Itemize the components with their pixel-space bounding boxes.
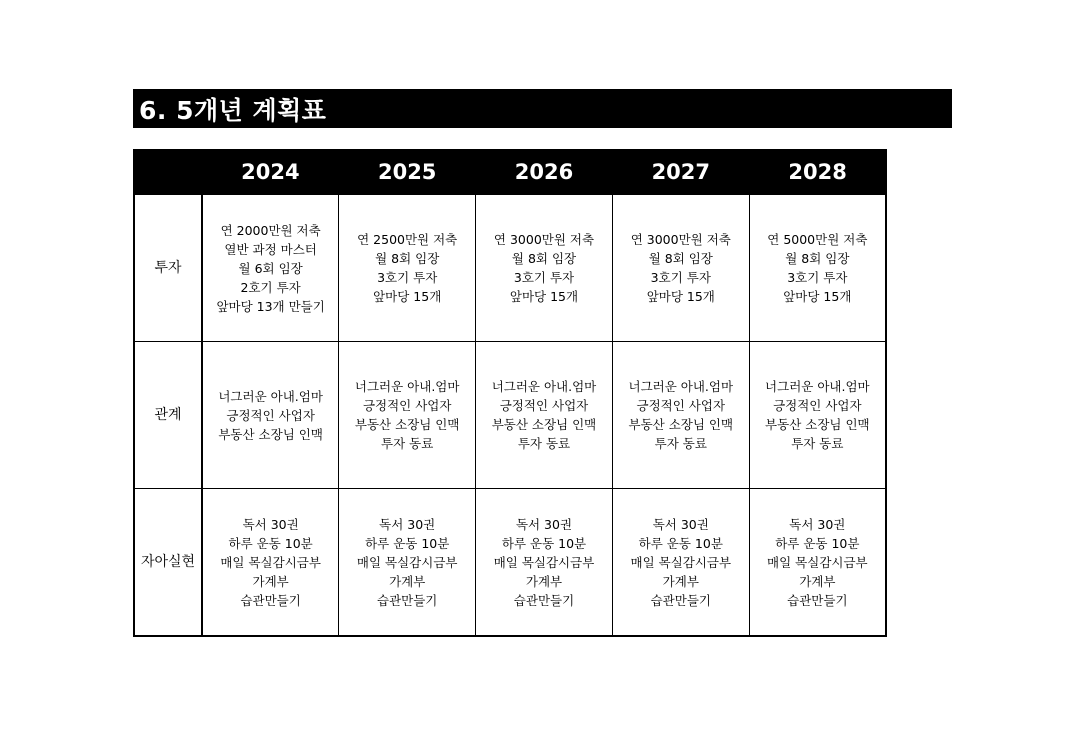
plan-item: 매일 목실감시금부	[220, 554, 321, 570]
plan-item: 매일 목실감시금부	[356, 554, 458, 570]
section-title-bar	[133, 89, 952, 128]
plan-item: 긍정적인 사업자	[773, 398, 862, 413]
plan-cell	[749, 194, 886, 342]
plan-item: 연 2000만원 저축	[220, 222, 321, 238]
plan-item: 부동산 소장님 인맥	[765, 417, 870, 432]
plan-item: 독서 30권	[379, 516, 436, 532]
plan-item: 독서 30권	[242, 516, 299, 532]
year-header: 2026	[476, 150, 613, 194]
plan-item: 앞마당 15개	[373, 289, 442, 304]
plan-cell	[612, 489, 749, 637]
plan-item: 월 8회 임장	[785, 251, 850, 266]
plan-item: 매일 목실감시금부	[630, 554, 732, 570]
plan-item: 연 3000만원 저축	[493, 232, 595, 247]
plan-item: 너그러운 아내.엄마	[628, 379, 734, 394]
plan-item: 3호기 투자	[513, 270, 575, 285]
plan-item: 긍정적인 사업자	[226, 407, 315, 423]
plan-item: 3호기 투자	[377, 270, 438, 285]
plan-cell	[202, 342, 339, 489]
plan-cell	[339, 342, 476, 489]
plan-cell	[749, 489, 886, 637]
plan-item: 연 5000만원 저축	[767, 232, 868, 247]
plan-item: 월 6회 임장	[238, 260, 303, 276]
plan-item: 투자 동료	[654, 436, 707, 451]
year-header: 2025	[339, 150, 476, 194]
plan-item: 월 8회 임장	[648, 251, 713, 266]
plan-item: 긍정적인 사업자	[636, 398, 726, 413]
plan-cell	[612, 342, 749, 489]
plan-item: 매일 목실감시금부	[493, 554, 595, 570]
plan-item: 하루 운동 10분	[365, 535, 450, 551]
plan-item: 앞마당 13개 만들기	[216, 298, 325, 314]
plan-item: 부동산 소장님 인맥	[628, 417, 734, 432]
plan-item: 부동산 소장님 인맥	[218, 426, 323, 442]
plan-item: 가계부	[389, 573, 426, 589]
table-row-self-realization	[134, 489, 886, 637]
plan-item: 너그러운 아내.엄마	[491, 379, 597, 394]
plan-item: 월 8회 임장	[375, 251, 440, 266]
plan-item: 긍정적인 사업자	[362, 398, 452, 413]
plan-item: 월 8회 임장	[511, 251, 577, 266]
plan-item: 2호기 투자	[240, 279, 301, 295]
plan-item: 열반 과정 마스터	[224, 241, 317, 257]
table-row-investment	[134, 194, 886, 342]
plan-item: 습관만들기	[787, 592, 848, 608]
plan-item: 앞마당 15개	[646, 289, 715, 304]
plan-item: 투자 동료	[381, 436, 434, 451]
plan-cell	[476, 489, 613, 637]
plan-item: 투자 동료	[517, 436, 571, 451]
plan-item: 너그러운 아내.엄마	[765, 379, 870, 394]
section-title: 6. 5개년 계획표	[139, 95, 327, 125]
plan-item: 앞마당 15개	[509, 289, 579, 304]
plan-item: 습관만들기	[377, 592, 438, 608]
plan-cell	[202, 194, 339, 342]
plan-item: 하루 운동 10분	[775, 535, 860, 551]
plan-cell	[749, 342, 886, 489]
plan-cell	[612, 194, 749, 342]
plan-cell	[476, 194, 613, 342]
plan-cell	[339, 194, 476, 342]
year-header: 2027	[612, 150, 749, 194]
plan-item: 매일 목실감시금부	[767, 554, 868, 570]
plan-item: 너그러운 아내.엄마	[354, 379, 460, 394]
plan-item: 가계부	[252, 573, 289, 589]
plan-item: 연 2500만원 저축	[357, 232, 458, 247]
plan-item: 앞마당 15개	[783, 289, 852, 304]
plan-item: 습관만들기	[240, 592, 301, 608]
plan-item: 독서 30권	[652, 516, 709, 532]
plan-item: 하루 운동 10분	[501, 535, 587, 551]
plan-item: 부동산 소장님 인맥	[354, 417, 460, 432]
plan-item: 투자 동료	[791, 436, 844, 451]
plan-item: 가계부	[525, 573, 563, 589]
plan-item: 가계부	[662, 573, 699, 589]
row-label: 관계	[134, 342, 202, 489]
plan-cell	[339, 489, 476, 637]
plan-cell	[202, 489, 339, 637]
plan-item: 너그러운 아내.엄마	[218, 388, 323, 404]
header-corner	[134, 150, 202, 194]
row-label: 자아실현	[134, 489, 202, 637]
plan-item: 독서 30권	[789, 516, 846, 532]
plan-item: 하루 운동 10분	[638, 535, 723, 551]
plan-cell	[476, 342, 613, 489]
five-year-plan-table	[133, 149, 887, 637]
plan-item: 3호기 투자	[787, 270, 848, 285]
plan-item: 가계부	[799, 573, 836, 589]
year-header: 2024	[202, 150, 339, 194]
year-header: 2028	[749, 150, 886, 194]
plan-item: 습관만들기	[650, 592, 711, 608]
plan-item: 독서 30권	[515, 516, 573, 532]
plan-item: 습관만들기	[513, 592, 575, 608]
plan-item: 부동산 소장님 인맥	[491, 417, 597, 432]
plan-item: 3호기 투자	[650, 270, 711, 285]
table-row-relationships	[134, 342, 886, 489]
plan-item: 하루 운동 10분	[228, 535, 313, 551]
plan-item: 긍정적인 사업자	[499, 398, 589, 413]
table-header-row	[134, 150, 886, 194]
row-label: 투자	[134, 194, 202, 342]
plan-item: 연 3000만원 저축	[630, 232, 731, 247]
